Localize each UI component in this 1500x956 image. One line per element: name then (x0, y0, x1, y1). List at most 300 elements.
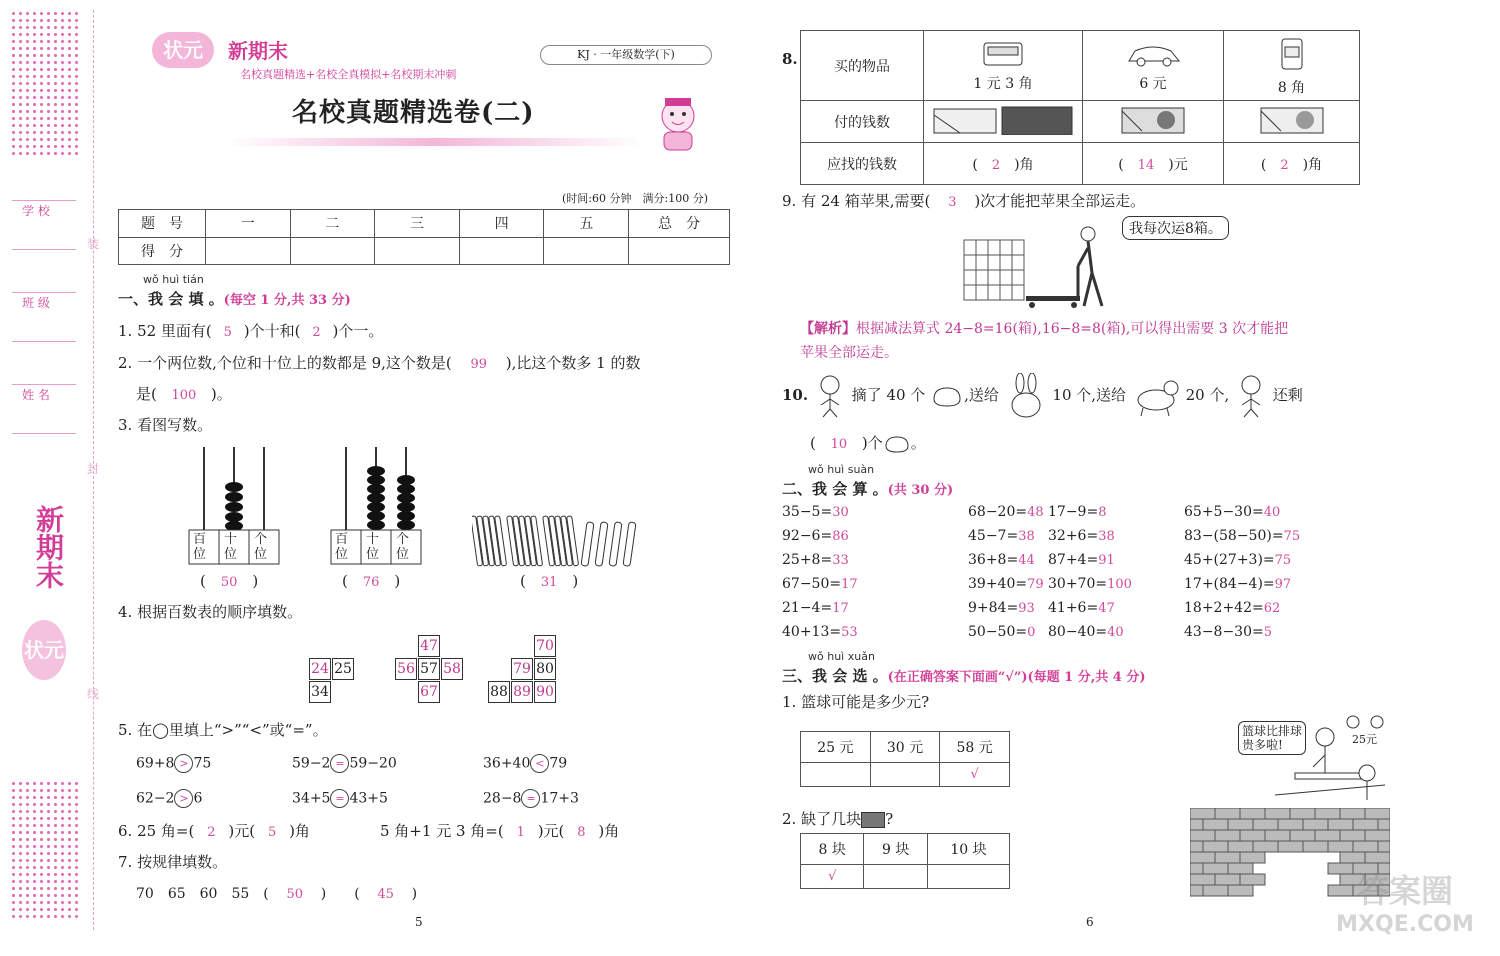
sec3-heading (782, 665, 1146, 686)
q8-row-label: 付的钱数 (801, 101, 924, 143)
q8-answer-3[interactable]: 2 (1280, 157, 1289, 173)
question-10 (782, 370, 1303, 420)
calc-item (968, 552, 1035, 568)
q8-item-cell (924, 31, 1083, 101)
score-table-score-row (119, 237, 730, 265)
brick (1240, 852, 1265, 863)
sec2-title: 二、我 会 算 。 (782, 480, 888, 498)
school-field[interactable] (12, 200, 76, 250)
compare-item (483, 754, 567, 773)
compare-right: 6 (193, 790, 203, 807)
brick (1203, 841, 1228, 852)
class-field[interactable] (12, 292, 76, 342)
abacus-1-label-tens: 十位 (224, 532, 238, 562)
calc-answer[interactable]: 30 (832, 505, 849, 520)
q9-analysis (800, 318, 1288, 338)
q8-item-cell (1224, 31, 1360, 101)
q8-row-label: 买的物品 (801, 31, 924, 101)
q6-text-e: )元( (537, 822, 565, 840)
calc-answer[interactable]: 86 (832, 529, 849, 544)
calc-expression: 87+4= (1048, 552, 1099, 568)
brick (1378, 841, 1390, 852)
calc-expression: 30+70= (1048, 576, 1108, 592)
calc-item (782, 504, 849, 520)
calc-answer[interactable]: 97 (1274, 577, 1292, 592)
q8-unit: 角 (1019, 156, 1034, 173)
compare-right: 79 (549, 755, 568, 772)
brick (1228, 841, 1253, 852)
q10-text-c: 10 个,送给 (1052, 386, 1127, 404)
abacus-2-label-tens: 十位 (366, 532, 380, 562)
stick-bundles-icon (472, 510, 642, 570)
brick (1378, 819, 1390, 830)
q7-title: 7. 按规律填数。 (118, 853, 228, 871)
grid2-cell[interactable]: 47 (418, 635, 440, 657)
brick (1303, 819, 1328, 830)
sec3-note: (在正确答案下面画“√”)(每题 1 分,共 4 分) (887, 670, 1146, 685)
q10-text-f: )个 (861, 434, 883, 452)
q8-answer-2[interactable]: 14 (1137, 157, 1155, 173)
sidebar-logo (22, 620, 66, 680)
brick (1365, 852, 1390, 863)
brick (1290, 808, 1315, 819)
brick (1215, 852, 1240, 863)
q2-answer-1[interactable]: 99 (470, 357, 488, 372)
grid2-cell[interactable]: 56 (395, 658, 417, 680)
score-input[interactable] (459, 237, 544, 265)
compare-item (292, 789, 388, 808)
option-check-cell[interactable] (864, 864, 927, 888)
q1-answer-1[interactable]: 5 (223, 325, 232, 340)
s3q1-options-table (800, 731, 1010, 787)
calc-answer[interactable]: 33 (832, 553, 849, 568)
score-cell: 三 (375, 210, 460, 238)
s3q2-options-table (800, 833, 1010, 889)
left-dot-strip-top (10, 10, 80, 155)
question-9 (782, 190, 1145, 211)
compare-circle[interactable]: > (174, 754, 193, 773)
brick (1265, 808, 1290, 819)
sec1-heading (118, 288, 351, 309)
compare-right: 43+5 (349, 790, 388, 807)
compare-item (136, 754, 211, 773)
q8-answer-1[interactable]: 2 (991, 157, 1001, 173)
brick (1328, 841, 1353, 852)
brick (1340, 852, 1365, 863)
question-6 (118, 820, 310, 841)
calc-item (1184, 600, 1280, 616)
question-2-line2 (136, 383, 232, 404)
q10-no: 10. (782, 386, 809, 404)
q8-price: 6 元 (1139, 75, 1167, 92)
name-label: 姓 名 (22, 388, 50, 402)
calc-expression: 41+6= (1048, 600, 1099, 616)
calc-expression: 39+40= (968, 576, 1028, 592)
q10-answer[interactable]: 10 (830, 437, 848, 452)
compare-item (136, 789, 202, 808)
calc-expression: 43−8−30= (1184, 624, 1264, 640)
shop-speech-bubble: 篮球比排球贵多啦! (1238, 721, 1306, 755)
q3-answer-1[interactable]: 50 (220, 575, 238, 590)
brick (1203, 863, 1228, 874)
brick (1340, 808, 1365, 819)
calc-expression: 9+84= (968, 600, 1019, 616)
brick (1190, 808, 1215, 819)
calc-answer[interactable]: 91 (1098, 553, 1115, 568)
peach-icon (930, 384, 964, 408)
brick (1365, 830, 1390, 841)
q8-price: 1 元 3 角 (973, 75, 1033, 92)
question-2-line1 (118, 352, 641, 373)
q9-text-a: 9. 有 24 箱苹果,需要( (782, 192, 931, 210)
brick (1190, 885, 1203, 896)
compare-circle[interactable]: = (330, 754, 349, 773)
q6-answer-1[interactable]: 2 (207, 825, 216, 840)
compare-left: 28−8 (483, 790, 522, 807)
abacus-1-label-hundreds: 百位 (193, 532, 207, 562)
option-check-cell[interactable] (927, 864, 1009, 888)
compare-right: 17+3 (540, 790, 579, 807)
q2-text-c: 是( (136, 385, 157, 403)
brick (1353, 841, 1378, 852)
q4-title: 4. 根据百数表的顺序填数。 (118, 603, 303, 621)
brick (1328, 819, 1353, 830)
sidebar-logo-text: 状元 (24, 638, 64, 662)
calc-expression: 45+(27+3)= (1184, 552, 1275, 568)
q5-title: 5. 在◯里填上“>”“<”或“=”。 (118, 721, 328, 739)
calc-expression: 17−9= (1048, 504, 1099, 520)
brick (1215, 830, 1240, 841)
tagline: 名校真题精选+名校全真模拟+名校期末冲刺 (240, 68, 457, 81)
grade-tag: KJ · 一年级数学(下) (540, 45, 712, 65)
brick (1228, 819, 1253, 830)
toy-car-icon (1123, 39, 1183, 69)
q8-table (800, 30, 1360, 185)
option-label: 25 元 (801, 732, 871, 763)
brick (1253, 841, 1278, 852)
compare-circle[interactable]: < (530, 754, 549, 773)
brick (1190, 830, 1215, 841)
q8-change-cell: ( 2 )角 (924, 143, 1083, 185)
school-label: 学 校 (22, 204, 50, 218)
calc-expression: 67−50= (782, 576, 842, 592)
q9-analysis-line2: 苹果全部运走。 (800, 345, 898, 361)
sec2-note: (共 30 分) (887, 483, 954, 498)
binding-mark-lower: 线 (87, 687, 100, 701)
score-input[interactable] (629, 237, 730, 265)
grid3-cell: 88 (488, 681, 510, 703)
calc-answer[interactable]: 5 (1263, 625, 1273, 640)
q8-unit: 元 (1173, 156, 1188, 173)
q6-text-f: )角 (598, 822, 620, 840)
brick (1278, 841, 1303, 852)
grid1-cell[interactable]: 24 (309, 658, 331, 680)
grid3-cell[interactable]: 70 (534, 635, 556, 657)
calc-item (782, 576, 858, 592)
q6-answer-4[interactable]: 8 (577, 825, 586, 840)
cart-illustration (962, 218, 1132, 310)
calc-answer[interactable]: 17 (841, 577, 858, 592)
q8-row-change (801, 143, 1360, 185)
abacus-2-label-hundreds: 百位 (335, 532, 349, 562)
calc-item (968, 600, 1035, 616)
score-cell: 四 (459, 210, 544, 238)
option-label: 30 元 (870, 732, 940, 763)
calc-answer[interactable]: 48 (1027, 505, 1044, 520)
compare-circle[interactable]: = (521, 789, 540, 808)
grid2-cell[interactable]: 67 (418, 681, 440, 703)
sec3-title: 三、我 会 选 。 (782, 667, 888, 685)
calc-expression: 25+8= (782, 552, 833, 568)
binding-mark-upper: 装 (87, 237, 100, 251)
title-underline (225, 138, 645, 146)
compare-left: 69+8 (136, 755, 175, 772)
calc-answer[interactable]: 75 (1283, 529, 1301, 544)
watermark (1320, 866, 1490, 946)
calc-answer[interactable]: 38 (1018, 529, 1035, 544)
q6-text-c: )角 (289, 822, 310, 840)
compare-right: 59−20 (349, 755, 397, 772)
calc-item (968, 528, 1035, 544)
class-label: 班 级 (22, 296, 50, 310)
score-cell: 题 号 (119, 210, 206, 238)
page-number-left: 5 (415, 915, 423, 929)
q7-seq: 70 65 60 55 (136, 886, 250, 902)
q10-text-e: 还剩 (1272, 386, 1303, 404)
pencil-box-icon (978, 39, 1028, 69)
brick (1240, 830, 1265, 841)
abacus-2-label-ones: 个位 (396, 532, 410, 562)
q8-row-items (801, 31, 1360, 101)
compare-circle[interactable]: = (330, 789, 349, 808)
brick (1190, 852, 1215, 863)
q6-answer-2[interactable]: 5 (267, 825, 277, 840)
calc-answer[interactable]: 0 (1027, 625, 1036, 640)
option-check-cell[interactable] (801, 762, 871, 786)
grid1-cell: 25 (332, 658, 354, 680)
calc-expression: 35−5= (782, 504, 833, 520)
q8-change-cell: ( 14 )元 (1083, 143, 1224, 185)
score-row-label: 得 分 (119, 237, 206, 265)
calc-answer[interactable]: 100 (1107, 577, 1132, 592)
calc-answer[interactable]: 93 (1018, 601, 1035, 616)
q3-answer-3[interactable]: 31 (540, 575, 558, 590)
q6-answer-3[interactable]: 1 (516, 825, 525, 840)
grid3-cell[interactable]: 89 (511, 681, 533, 703)
brick (1240, 874, 1265, 885)
calc-expression: 65+5−30= (1184, 504, 1264, 520)
q8-money-cell (924, 101, 1083, 143)
calc-answer[interactable]: 62 (1263, 601, 1281, 616)
compare-item (483, 789, 579, 808)
calc-item (1048, 576, 1132, 592)
calc-answer[interactable]: 75 (1274, 553, 1292, 568)
q8-no: 8. (782, 50, 798, 68)
calc-item (782, 624, 858, 640)
brick (1278, 819, 1303, 830)
option-label: 10 块 (927, 834, 1009, 865)
calc-answer[interactable]: 44 (1018, 553, 1035, 568)
compare-left: 59−2 (292, 755, 331, 772)
calc-answer[interactable]: 53 (841, 625, 858, 640)
option-check-cell[interactable] (870, 762, 940, 786)
brick (1240, 808, 1265, 819)
calc-item (1184, 576, 1291, 592)
banknote-icon (930, 105, 1076, 135)
analysis-text: 根据减法算式 24−8=16(箱),16−8=8(箱),可以得出需要 3 次才能把 (856, 321, 1289, 337)
q8-unit: 角 (1308, 156, 1323, 173)
brick (1253, 819, 1278, 830)
calc-expression: 68−20= (968, 504, 1028, 520)
score-table (118, 209, 730, 265)
grid3-cell[interactable]: 90 (534, 681, 556, 703)
s3q2-title: 2. 缺了几块 ? (782, 810, 894, 828)
rabbit-icon (1004, 373, 1048, 419)
sec1-note: (每空 1 分,共 33 分) (223, 293, 351, 308)
calc-item (1048, 504, 1106, 520)
q8-price: 8 角 (1277, 79, 1306, 96)
brick (1315, 830, 1340, 841)
calc-answer[interactable]: 8 (1098, 505, 1107, 520)
grid2-cell[interactable]: 58 (441, 658, 463, 680)
q8-money-cell (1224, 101, 1360, 143)
calc-item (1048, 624, 1124, 640)
compare-left: 62−2 (136, 790, 175, 807)
calc-expression: 92−6= (782, 528, 833, 544)
q8-row-paid (801, 101, 1360, 143)
time-info: (时间:60 分钟 满分:100 分) (562, 192, 708, 205)
question-1 (118, 320, 383, 341)
banknote-icon (1118, 105, 1188, 135)
option-check-cell[interactable]: √ (801, 864, 864, 888)
score-cell: 二 (290, 210, 375, 238)
abacus-2-answer: ( 76 ) (342, 572, 401, 590)
score-cell: 一 (206, 210, 291, 238)
compare-circle[interactable]: > (174, 789, 193, 808)
speech-bubble: 我每次运8箱。 (1122, 216, 1229, 240)
brand-name: 新期末 (228, 39, 288, 63)
calc-answer[interactable]: 40 (1263, 505, 1281, 520)
name-field[interactable] (12, 384, 76, 434)
score-input[interactable] (375, 237, 460, 265)
abacus-1-answer: ( 50 ) (200, 572, 259, 590)
calc-expression: 17+(84−4)= (1184, 576, 1275, 592)
calc-item (1184, 552, 1291, 568)
brick (1190, 874, 1215, 885)
calc-item (1184, 528, 1300, 544)
sec1-title: 一、我 会 填 。 (118, 290, 224, 308)
q3-answer-2[interactable]: 76 (362, 575, 380, 590)
compare-right: 75 (193, 755, 212, 772)
score-input[interactable] (290, 237, 375, 265)
s3q2-text: 2. 缺了几块 (782, 810, 862, 828)
brick (1190, 841, 1203, 852)
calc-item (782, 600, 849, 616)
compare-left: 34+5 (292, 790, 331, 807)
mascot-icon (650, 94, 706, 154)
peach-icon (883, 434, 911, 454)
q1-text-a: 1. 52 里面有( (118, 322, 212, 340)
sec2-pinyin: wǒ huì suàn (808, 463, 875, 476)
q8-money-cell (1083, 101, 1224, 143)
brick-icon (861, 812, 885, 828)
calc-answer[interactable]: 17 (832, 601, 849, 616)
sec3-pinyin: wǒ huì xuǎn (808, 650, 875, 663)
left-dot-strip-bottom (10, 780, 80, 920)
abacus-1-label-ones: 个位 (254, 532, 268, 562)
calc-expression: 80−40= (1048, 624, 1108, 640)
q7-answer-2[interactable]: 45 (377, 887, 394, 902)
analysis-tag: 【解析】 (800, 321, 856, 337)
q9-answer[interactable]: 3 (948, 195, 957, 210)
grid3-cell[interactable]: 79 (511, 658, 533, 680)
score-cell: 五 (544, 210, 629, 238)
calc-answer[interactable]: 40 (1107, 625, 1124, 640)
q1-text-c: )个一。 (332, 322, 384, 340)
score-cell: 总 分 (629, 210, 730, 238)
s3q1-title: 1. 篮球可能是多少元? (782, 693, 930, 711)
brick (1203, 885, 1228, 896)
calc-expression: 40+13= (782, 624, 842, 640)
q7-answer-1[interactable]: 50 (286, 887, 303, 902)
calc-expression: 50−50= (968, 624, 1028, 640)
brick (1315, 808, 1340, 819)
option-check-cell[interactable]: √ (940, 762, 1010, 786)
calc-item (968, 576, 1044, 592)
option-label: 8 块 (801, 834, 864, 865)
calc-answer[interactable]: 79 (1027, 577, 1044, 592)
logo-badge (152, 32, 214, 68)
calc-expression: 83−(58−50)= (1184, 528, 1284, 544)
brick (1340, 830, 1365, 841)
q2-answer-2[interactable]: 100 (171, 388, 197, 403)
grid3-cell: 80 (534, 658, 556, 680)
brick (1290, 830, 1315, 841)
option-label: 9 块 (864, 834, 927, 865)
calc-answer[interactable]: 38 (1098, 529, 1115, 544)
brick (1228, 885, 1253, 896)
dog-icon (1131, 376, 1181, 416)
calc-expression: 18+2+42= (1184, 600, 1264, 616)
q7-sequence: 70 65 60 55 ( 50 ) ( 45 ) (136, 886, 418, 902)
question-10-line2: ( 10 )个 。 (810, 434, 926, 452)
score-input[interactable] (544, 237, 629, 265)
watermark-line2: MXQE.COM (1336, 912, 1474, 937)
calc-expression: 21−4= (782, 600, 833, 616)
brick (1190, 819, 1203, 830)
sidebar-brand-vertical: 新期末 (32, 505, 65, 589)
q8-row-label: 应找的钱数 (801, 143, 924, 185)
q2-text-d: )。 (210, 385, 232, 403)
calc-item (968, 624, 1035, 640)
brick (1265, 830, 1290, 841)
compare-item (292, 754, 397, 773)
calc-item (782, 552, 849, 568)
sec2-heading (782, 478, 953, 499)
grid1-cell: 34 (309, 681, 331, 703)
calc-expression: 36+8= (968, 552, 1019, 568)
brick (1215, 808, 1240, 819)
brick (1365, 808, 1390, 819)
option-label: 58 元 (940, 732, 1010, 763)
brick (1228, 863, 1253, 874)
calc-answer[interactable]: 47 (1098, 601, 1115, 616)
compare-left: 36+40 (483, 755, 531, 772)
monkey-icon (813, 373, 847, 419)
q3-title: 3. 看图写数。 (118, 416, 213, 434)
q1-answer-2[interactable]: 2 (312, 325, 321, 340)
score-input[interactable] (206, 237, 291, 265)
